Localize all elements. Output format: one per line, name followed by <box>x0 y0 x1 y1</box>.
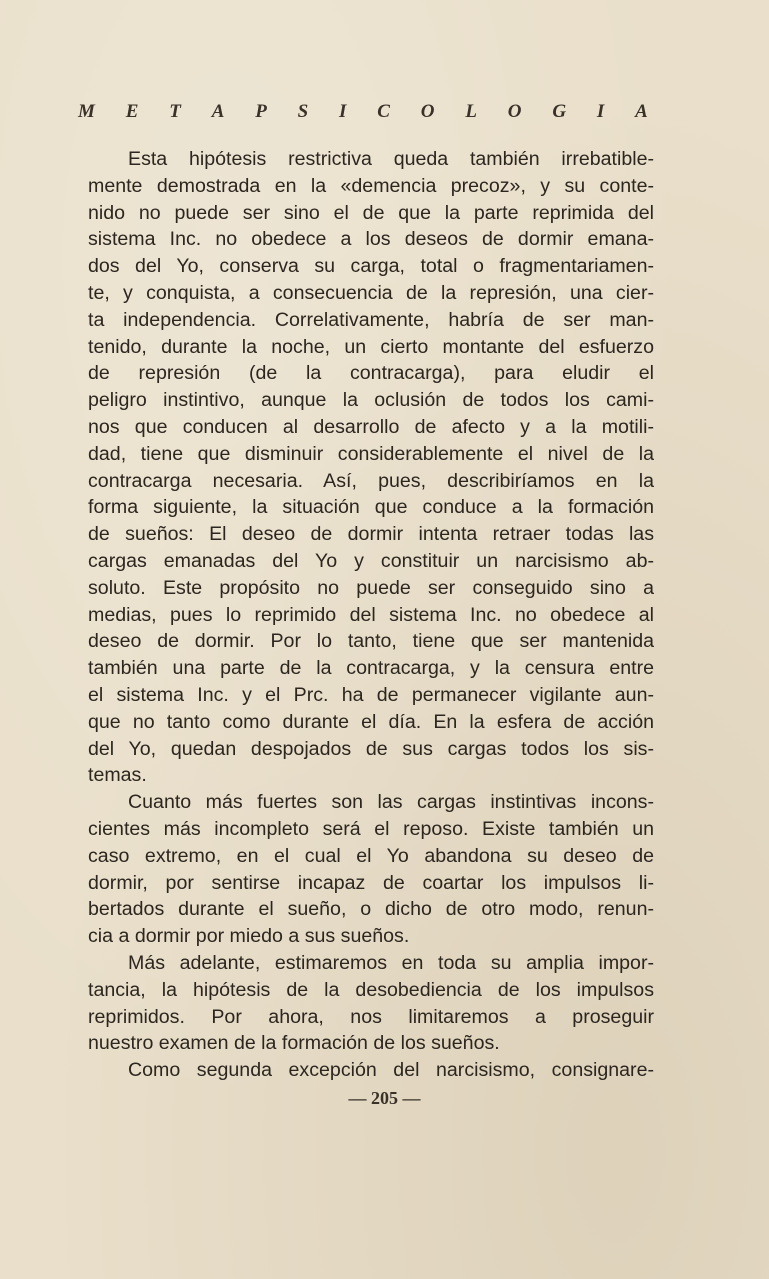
text-line: caso extremo, en el cual el Yo abandona su deseo de <box>88 844 654 867</box>
text-line: bertados durante el sueño, o dicho de otro modo, renun- <box>88 898 654 921</box>
header-letter: P <box>255 101 267 122</box>
text-line: cargas emanadas del Yo y constituir un narcisismo ab- <box>88 549 654 572</box>
text-line: nuestro examen de la formación de los sueños. <box>88 1032 500 1055</box>
text-line: temas. <box>88 764 147 787</box>
header-letter: I <box>339 101 347 122</box>
header-letter: S <box>297 101 309 122</box>
text-line: dos del Yo, conserva su carga, total o fragmentariamen- <box>88 255 654 278</box>
header-letter: I <box>596 101 605 122</box>
text-line: Como segunda excepción del narcisismo, consignare- <box>128 1059 654 1082</box>
header-letter: M <box>78 101 95 122</box>
text-line: tancia, la hipótesis de la desobediencia de los impulsos <box>88 978 654 1001</box>
text-line: el sistema Inc. y el Prc. ha de permanecer vigilante aun- <box>88 683 654 706</box>
header-letter: L <box>465 101 477 122</box>
text-line: de sueños: El deseo de dormir intenta retraer todas las <box>88 523 654 546</box>
text-line: Más adelante, estimaremos en toda su amplia impor- <box>128 951 654 974</box>
text-line: deseo de dormir. Por lo tanto, tiene que ser mantenida <box>88 630 654 653</box>
text-line: nos que conducen al desarrollo de afecto y a la motili- <box>88 415 654 438</box>
text-line: peligro instintivo, aunque la oclusión de todos los cami- <box>88 389 654 412</box>
text-line: Cuanto más fuertes son las cargas instintivas incons- <box>128 791 654 814</box>
text-line: sistema Inc. no obedece a los deseos de dormir emana- <box>88 228 654 251</box>
text-line: te, y conquista, a consecuencia de la represión, una cier- <box>88 281 654 304</box>
running-header <box>78 101 648 123</box>
text-line: dormir, por sentirse incapaz de coartar los impulsos li- <box>88 871 654 894</box>
text-line: del Yo, quedan despojados de sus cargas todos los sis- <box>88 737 654 760</box>
header-letter: T <box>169 101 181 122</box>
header-letter: E <box>125 101 139 122</box>
text-line: medias, pues lo reprimido del sistema Inc. no obedece al <box>88 603 654 626</box>
text-line: Esta hipótesis restrictiva queda también irrebatible- <box>128 148 654 170</box>
text-line: ta independencia. Correlativamente, habría de ser man- <box>88 308 654 331</box>
text-line: nido no puede ser sino el de que la parte reprimida del <box>88 201 654 224</box>
text-line: forma siguiente, la situación que conduce a la formación <box>88 496 654 519</box>
text-line: tenido, durante la noche, un cierto montante del esfuerzo <box>88 335 654 358</box>
paragraph <box>88 950 654 1057</box>
text-line: también una parte de la contracarga, y la censura entre <box>88 657 654 680</box>
text-line: reprimidos. Por ahora, nos limitaremos a proseguir <box>88 1005 654 1028</box>
header-letter: O <box>507 101 522 122</box>
page-number: — 205 — <box>348 1088 421 1108</box>
text-line: contracarga necesaria. Así, pues, describiríamos en la <box>88 469 654 492</box>
text-line: dad, tiene que disminuir considerablemente el nivel de la <box>88 442 654 465</box>
paragraph <box>88 1057 654 1084</box>
header-letter: A <box>211 101 225 122</box>
header-letter: C <box>377 101 390 122</box>
text-line: cia a dormir por miedo a sus sueños. <box>88 925 410 948</box>
paragraph <box>88 789 654 950</box>
text-line: que no tanto como durante el día. En la esfera de acción <box>88 710 654 733</box>
paragraph <box>88 146 654 789</box>
text-line: soluto. Este propósito no puede ser conseguido sino a <box>88 576 654 599</box>
text-line: cientes más incompleto será el reposo. Existe también un <box>88 817 654 840</box>
header-letter: O <box>420 101 435 122</box>
header-letter: A <box>635 101 648 122</box>
header-letter: G <box>552 101 567 122</box>
text-line: mente demostrada en la «demencia precoz», y su conte- <box>88 174 654 197</box>
body-text <box>88 146 654 1084</box>
text-line: de represión (de la contracarga), para eludir el <box>88 362 654 385</box>
